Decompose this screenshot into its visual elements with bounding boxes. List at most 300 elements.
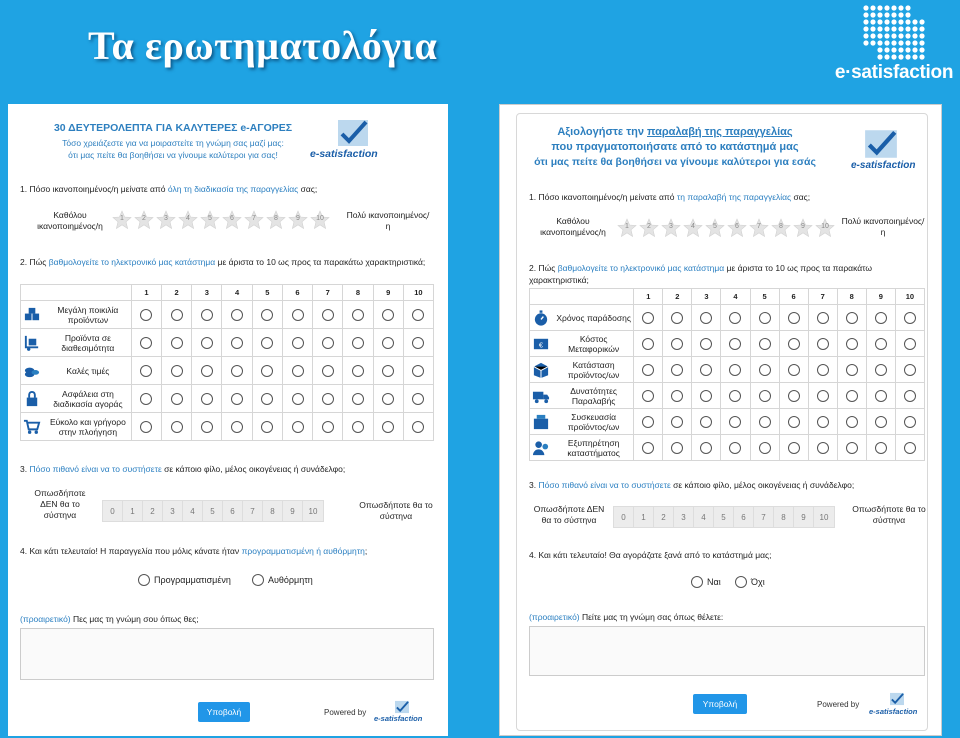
left-row-label-cell: Εύκολο και γρήγορο στην πλοήγηση xyxy=(21,413,132,441)
right-radio-row2-7[interactable] xyxy=(817,338,829,350)
right-grid-cell xyxy=(866,357,895,383)
left-radio-row5-1[interactable] xyxy=(140,421,152,433)
left-q1: 1. Πόσο ικανοποιημένος/η μείνατε από όλη τη διαδικασία της παραγγελίας σας; xyxy=(20,184,318,194)
right-grid-cell xyxy=(663,305,692,331)
right-nps-option-0[interactable]: 0 xyxy=(614,507,634,527)
right-radio-row3-2[interactable] xyxy=(671,364,683,376)
left-col-4: 4 xyxy=(222,285,252,301)
left-radio-row2-4[interactable] xyxy=(231,337,243,349)
right-grid-cell xyxy=(750,357,779,383)
right-radio-row6-8[interactable] xyxy=(846,442,858,454)
right-grid-cell xyxy=(808,331,837,357)
right-radio-row1-10[interactable] xyxy=(904,312,916,324)
right-radio-row5-4[interactable] xyxy=(729,416,741,428)
left-radio-row1-10[interactable] xyxy=(412,309,424,321)
left-star-6[interactable]: 6 xyxy=(222,210,242,230)
right-grid-cell xyxy=(837,435,866,461)
left-grid-cell xyxy=(313,413,343,441)
right-option-no[interactable]: Όχι xyxy=(735,576,765,588)
right-radio-row5-5[interactable] xyxy=(759,416,771,428)
right-nps-option-9[interactable]: 9 xyxy=(794,507,814,527)
left-radio-row4-10[interactable] xyxy=(412,393,424,405)
right-radio-row3-3[interactable] xyxy=(700,364,712,376)
right-grid-cell xyxy=(779,409,808,435)
left-radio-row3-5[interactable] xyxy=(261,365,273,377)
right-radio-row6-3[interactable] xyxy=(700,442,712,454)
right-rating-grid xyxy=(529,288,925,461)
right-radio-row5-8[interactable] xyxy=(846,416,858,428)
right-row-label-cell: Κατάσταση προϊόντος/ων xyxy=(530,357,634,383)
package-icon xyxy=(532,413,550,431)
right-comment-textarea[interactable] xyxy=(529,626,925,676)
left-nps-option-4[interactable]: 4 xyxy=(183,501,203,521)
left-grid-cell xyxy=(252,301,282,329)
right-radio-row6-10[interactable] xyxy=(904,442,916,454)
right-radio-row4-10[interactable] xyxy=(904,390,916,402)
left-col-8: 8 xyxy=(343,285,373,301)
left-grid-cell xyxy=(222,301,252,329)
right-radio-row6-5[interactable] xyxy=(759,442,771,454)
right-radio-row3-4[interactable] xyxy=(729,364,741,376)
left-radio-row4-7[interactable] xyxy=(322,393,334,405)
right-grid-cell xyxy=(721,383,750,409)
left-grid-cell xyxy=(162,301,192,329)
right-radio-row6-6[interactable] xyxy=(788,442,800,454)
left-radio-row4-4[interactable] xyxy=(231,393,243,405)
left-radio-row2-6[interactable] xyxy=(292,337,304,349)
shipping-cost-icon xyxy=(532,335,550,353)
left-grid-cell xyxy=(282,413,312,441)
radio-planned[interactable] xyxy=(138,574,150,586)
left-logo-text: e-satisfaction xyxy=(310,148,378,160)
right-star-1[interactable]: 1 xyxy=(617,218,637,238)
right-nps-option-8[interactable]: 8 xyxy=(774,507,794,527)
right-radio-row1-4[interactable] xyxy=(729,312,741,324)
powered-logo-icon xyxy=(392,700,412,714)
survey-panel-left xyxy=(8,104,448,736)
left-grid-cell xyxy=(131,413,161,441)
right-radio-row6-7[interactable] xyxy=(817,442,829,454)
left-grid-cell xyxy=(313,301,343,329)
right-grid-cell xyxy=(692,409,721,435)
left-radio-row3-6[interactable] xyxy=(292,365,304,377)
left-grid-cell xyxy=(403,301,433,329)
right-powered-logo-text: e-satisfaction xyxy=(869,707,918,716)
right-grid-cell xyxy=(866,383,895,409)
right-grid-cell xyxy=(866,409,895,435)
right-nps-option-4[interactable]: 4 xyxy=(694,507,714,527)
right-radio-row6-1[interactable] xyxy=(642,442,654,454)
left-radio-row4-8[interactable] xyxy=(352,393,364,405)
right-grid-cell xyxy=(866,305,895,331)
right-radio-row1-9[interactable] xyxy=(875,312,887,324)
left-grid-cell xyxy=(131,385,161,413)
right-grid-cell xyxy=(692,357,721,383)
left-grid-cell xyxy=(282,329,312,357)
right-row-label-cell: Συσκευασία προϊόντος/ων xyxy=(530,409,634,435)
left-nps-scale xyxy=(102,500,324,522)
right-radio-row2-8[interactable] xyxy=(846,338,858,350)
left-radio-row1-9[interactable] xyxy=(382,309,394,321)
esat-logo-icon xyxy=(863,128,899,160)
left-row-label-cell: Καλές τιμές xyxy=(21,357,132,385)
left-grid-cell xyxy=(192,329,222,357)
left-star-3[interactable]: 3 xyxy=(156,210,176,230)
left-radio-row5-8[interactable] xyxy=(352,421,364,433)
left-radio-row3-1[interactable] xyxy=(140,365,152,377)
brand-text: e·satisfaction xyxy=(834,62,954,83)
left-radio-row5-2[interactable] xyxy=(171,421,183,433)
right-radio-row4-1[interactable] xyxy=(642,390,654,402)
left-radio-row2-5[interactable] xyxy=(261,337,273,349)
left-row-label-cell: Ασφάλεια στη διαδικασία αγοράς xyxy=(21,385,132,413)
right-row-label-cell: € Κόστος Μεταφορικών xyxy=(530,331,634,357)
left-radio-row5-3[interactable] xyxy=(201,421,213,433)
left-grid-cell xyxy=(343,357,373,385)
left-radio-row5-7[interactable] xyxy=(322,421,334,433)
left-grid-cell xyxy=(373,329,403,357)
left-nps-option-7[interactable]: 7 xyxy=(243,501,263,521)
left-rating-grid xyxy=(20,284,434,441)
left-grid-row xyxy=(21,385,434,413)
left-option-planned[interactable]: Προγραμματισμένη xyxy=(138,574,231,586)
left-optional-label: (προαιρετικό) Πες μας τη γνώμη σου όπως θες; xyxy=(20,614,199,624)
right-radio-row4-5[interactable] xyxy=(759,390,771,402)
right-grid-cell xyxy=(750,435,779,461)
left-grid-cell xyxy=(252,385,282,413)
left-radio-row1-4[interactable] xyxy=(231,309,243,321)
left-radio-row4-1[interactable] xyxy=(140,393,152,405)
right-grid-header xyxy=(530,289,925,305)
left-star-10[interactable]: 10 xyxy=(310,210,330,230)
right-radio-row1-3[interactable] xyxy=(700,312,712,324)
right-col-10: 10 xyxy=(895,289,924,305)
right-radio-row6-2[interactable] xyxy=(671,442,683,454)
right-radio-row3-7[interactable] xyxy=(817,364,829,376)
right-radio-row3-6[interactable] xyxy=(788,364,800,376)
coins-icon xyxy=(23,362,41,380)
right-col-4: 4 xyxy=(721,289,750,305)
left-star-7[interactable]: 7 xyxy=(244,210,264,230)
right-grid-cell xyxy=(895,331,924,357)
left-radio-row3-7[interactable] xyxy=(322,365,334,377)
right-star-2[interactable]: 2 xyxy=(639,218,659,238)
right-grid-cell xyxy=(750,331,779,357)
left-radio-row3-3[interactable] xyxy=(201,365,213,377)
right-grid-cell xyxy=(808,435,837,461)
left-radio-row1-8[interactable] xyxy=(352,309,364,321)
left-nps-option-3[interactable]: 3 xyxy=(163,501,183,521)
left-grid-cell xyxy=(162,385,192,413)
left-radio-row5-5[interactable] xyxy=(261,421,273,433)
left-grid-cell xyxy=(131,357,161,385)
right-q1-min-label: Καθόλου ικανοποιημένος/η xyxy=(540,216,606,237)
left-col-5: 5 xyxy=(252,285,282,301)
right-star-6[interactable]: 6 xyxy=(727,218,747,238)
left-grid-cell xyxy=(282,385,312,413)
right-radio-row4-8[interactable] xyxy=(846,390,858,402)
right-radio-row5-2[interactable] xyxy=(671,416,683,428)
left-col-3: 3 xyxy=(192,285,222,301)
right-grid-cell xyxy=(808,409,837,435)
left-radio-row3-8[interactable] xyxy=(352,365,364,377)
left-radio-row4-2[interactable] xyxy=(171,393,183,405)
right-radio-row1-2[interactable] xyxy=(671,312,683,324)
left-radio-row2-8[interactable] xyxy=(352,337,364,349)
lock-icon xyxy=(23,390,41,408)
support-icon xyxy=(532,439,550,457)
right-radio-row4-2[interactable] xyxy=(671,390,683,402)
left-radio-row2-10[interactable] xyxy=(412,337,424,349)
left-q1-min-label: Καθόλου ικανοποιημένος/η xyxy=(37,210,103,231)
left-q1-max-label: Πολύ ικανοποιημένος/η xyxy=(346,210,430,231)
right-q4: 4. Και κάτι τελευταίο! Θα αγοράζατε ξανά από το κατάστημά μας; xyxy=(529,550,772,560)
right-survey-frame xyxy=(516,113,928,731)
left-radio-row1-1[interactable] xyxy=(140,309,152,321)
left-header-title: 30 ΔΕΥΤΕΡΟΛΕΠΤΑ ΓΙΑ ΚΑΛΥΤΕΡΕΣ e-ΑΓΟΡΕΣ xyxy=(53,122,293,134)
right-grid-cell xyxy=(692,331,721,357)
left-radio-row4-6[interactable] xyxy=(292,393,304,405)
right-grid-row xyxy=(530,409,925,435)
right-q3-min-label: Οπωσδήποτε ΔΕΝ θα το σύστηνα xyxy=(533,504,605,525)
left-radio-row5-4[interactable] xyxy=(231,421,243,433)
right-star-10[interactable]: 10 xyxy=(815,218,835,238)
left-grid-cell xyxy=(403,385,433,413)
left-radio-row1-5[interactable] xyxy=(261,309,273,321)
right-nps-option-10[interactable]: 10 xyxy=(819,512,829,522)
right-col-6: 6 xyxy=(779,289,808,305)
right-q3-max-label: Οπωσδήποτε θα το σύστηνα xyxy=(852,504,926,525)
right-grid-cell xyxy=(634,305,663,331)
left-grid-cell xyxy=(403,357,433,385)
left-grid-row xyxy=(21,413,434,441)
right-radio-row4-3[interactable] xyxy=(700,390,712,402)
left-grid-cell xyxy=(192,413,222,441)
right-radio-row5-10[interactable] xyxy=(904,416,916,428)
left-nps-option-1[interactable]: 1 xyxy=(123,501,143,521)
left-nps-option-6[interactable]: 6 xyxy=(223,501,243,521)
left-grid-row xyxy=(21,301,434,329)
left-grid-cell xyxy=(282,357,312,385)
right-grid-cell xyxy=(721,357,750,383)
left-col-1: 1 xyxy=(131,285,161,301)
right-grid-cell xyxy=(808,357,837,383)
right-grid-cell xyxy=(895,435,924,461)
right-radio-row2-5[interactable] xyxy=(759,338,771,350)
left-radio-row1-3[interactable] xyxy=(201,309,213,321)
left-radio-row3-10[interactable] xyxy=(412,365,424,377)
right-radio-row2-1[interactable] xyxy=(642,338,654,350)
right-radio-row5-3[interactable] xyxy=(700,416,712,428)
right-radio-row3-9[interactable] xyxy=(875,364,887,376)
left-grid-cell xyxy=(403,329,433,357)
left-star-2[interactable]: 2 xyxy=(134,210,154,230)
right-nps-option-6[interactable]: 6 xyxy=(734,507,754,527)
right-col-1: 1 xyxy=(634,289,663,305)
right-radio-row5-1[interactable] xyxy=(642,416,654,428)
right-radio-row4-7[interactable] xyxy=(817,390,829,402)
left-radio-row2-9[interactable] xyxy=(382,337,394,349)
brand-logo xyxy=(828,4,960,84)
right-grid-cell xyxy=(663,331,692,357)
right-submit-button[interactable]: Υποβολή xyxy=(693,694,747,714)
right-star-9[interactable]: 9 xyxy=(793,218,813,238)
right-radio-row1-8[interactable] xyxy=(846,312,858,324)
left-star-4[interactable]: 4 xyxy=(178,210,198,230)
right-radio-row4-6[interactable] xyxy=(788,390,800,402)
left-radio-row5-10[interactable] xyxy=(412,421,424,433)
right-nps-option-1[interactable]: 1 xyxy=(634,507,654,527)
left-grid-cell xyxy=(343,301,373,329)
right-grid-cell xyxy=(895,357,924,383)
right-col-3: 3 xyxy=(692,289,721,305)
right-radio-row4-9[interactable] xyxy=(875,390,887,402)
radio-spontaneous[interactable] xyxy=(252,574,264,586)
left-grid-row xyxy=(21,329,434,357)
left-radio-row5-6[interactable] xyxy=(292,421,304,433)
right-radio-row2-4[interactable] xyxy=(729,338,741,350)
right-star-8[interactable]: 8 xyxy=(771,218,791,238)
left-nps-option-9[interactable]: 9 xyxy=(283,501,303,521)
right-radio-row3-5[interactable] xyxy=(759,364,771,376)
right-grid-cell xyxy=(837,357,866,383)
right-star-3[interactable]: 3 xyxy=(661,218,681,238)
left-grid-cell xyxy=(282,301,312,329)
right-grid-cell xyxy=(779,331,808,357)
left-radio-row1-7[interactable] xyxy=(322,309,334,321)
survey-panel-right xyxy=(499,104,942,736)
right-q3: 3. Πόσο πιθανό είναι να το συστήσετε σε κάποιο φίλο, μέλος οικογένειας ή συνάδελφο; xyxy=(529,480,855,490)
right-radio-row1-1[interactable] xyxy=(642,312,654,324)
left-star-5[interactable]: 5 xyxy=(200,210,220,230)
left-grid-cell xyxy=(252,357,282,385)
left-radio-row3-4[interactable] xyxy=(231,365,243,377)
left-radio-row2-2[interactable] xyxy=(171,337,183,349)
left-q2: 2. Πώς βαθμολογείτε το ηλεκτρονικό μας κατάστημα με άριστα το 10 ως προς τα παρακάτω χαρακτηριστικά; xyxy=(20,257,426,267)
left-header-sub2: ότι μας πείτε θα βοηθήσει να γίνουμε καλύτεροι για σας! xyxy=(68,150,278,160)
right-radio-row1-5[interactable] xyxy=(759,312,771,324)
left-option-spontaneous[interactable]: Αυθόρμητη xyxy=(252,574,313,586)
stopwatch-icon xyxy=(532,309,550,327)
right-grid-cell xyxy=(663,409,692,435)
right-grid-cell xyxy=(750,383,779,409)
right-nps-scale xyxy=(613,506,835,528)
left-grid-cell xyxy=(192,385,222,413)
left-q4: 4. Και κάτι τελευταίο! Η παραγγελία που μόλις κάνατε ήταν προγραμματισμένη ή αυθόρμητη; xyxy=(20,546,368,556)
left-radio-row1-2[interactable] xyxy=(171,309,183,321)
left-star-9[interactable]: 9 xyxy=(288,210,308,230)
right-grid-cell xyxy=(750,409,779,435)
left-grid-cell xyxy=(222,357,252,385)
right-nps-option-7[interactable]: 7 xyxy=(754,507,774,527)
left-radio-row5-9[interactable] xyxy=(382,421,394,433)
left-submit-button[interactable]: Υποβολή xyxy=(198,702,250,722)
left-nps-option-5[interactable]: 5 xyxy=(203,501,223,521)
left-nps-option-2[interactable]: 2 xyxy=(143,501,163,521)
right-radio-row3-1[interactable] xyxy=(642,364,654,376)
right-star-5[interactable]: 5 xyxy=(705,218,725,238)
left-nps-option-10[interactable]: 10 xyxy=(308,506,318,516)
right-q1-max-label: Πολύ ικανοποιημένος/η xyxy=(841,216,925,237)
right-radio-row2-10[interactable] xyxy=(904,338,916,350)
left-radio-row4-9[interactable] xyxy=(382,393,394,405)
right-grid-cell xyxy=(721,331,750,357)
right-grid-cell xyxy=(692,435,721,461)
right-grid-cell xyxy=(721,305,750,331)
left-grid-cell xyxy=(252,413,282,441)
right-grid-cell xyxy=(721,409,750,435)
right-nps-option-3[interactable]: 3 xyxy=(674,507,694,527)
left-star-1[interactable]: 1 xyxy=(112,210,132,230)
right-grid-cell xyxy=(779,357,808,383)
left-radio-row4-3[interactable] xyxy=(201,393,213,405)
right-grid-cell xyxy=(750,305,779,331)
right-grid-row xyxy=(530,383,925,409)
right-grid-row xyxy=(530,331,925,357)
left-radio-row3-9[interactable] xyxy=(382,365,394,377)
right-radio-row5-9[interactable] xyxy=(875,416,887,428)
left-star-8[interactable]: 8 xyxy=(266,210,286,230)
right-grid-cell xyxy=(895,383,924,409)
radio-no[interactable] xyxy=(735,576,747,588)
right-radio-row2-2[interactable] xyxy=(671,338,683,350)
right-radio-row2-3[interactable] xyxy=(700,338,712,350)
right-radio-row6-9[interactable] xyxy=(875,442,887,454)
right-star-4[interactable]: 4 xyxy=(683,218,703,238)
right-row-label-cell: Δυνατότητες Παραλαβής xyxy=(530,383,634,409)
right-grid-cell xyxy=(663,435,692,461)
right-radio-row3-8[interactable] xyxy=(846,364,858,376)
right-radio-row1-6[interactable] xyxy=(788,312,800,324)
left-nps-option-8[interactable]: 8 xyxy=(263,501,283,521)
right-col-7: 7 xyxy=(808,289,837,305)
left-radio-row1-6[interactable] xyxy=(292,309,304,321)
right-grid-cell xyxy=(779,305,808,331)
trolley-icon xyxy=(23,334,41,352)
right-star-7[interactable]: 7 xyxy=(749,218,769,238)
right-grid-row xyxy=(530,435,925,461)
left-nps-option-0[interactable]: 0 xyxy=(103,501,123,521)
right-radio-row2-9[interactable] xyxy=(875,338,887,350)
right-grid-cell xyxy=(692,383,721,409)
right-radio-row1-7[interactable] xyxy=(817,312,829,324)
right-option-yes[interactable]: Ναι xyxy=(691,576,721,588)
left-comment-textarea[interactable] xyxy=(20,628,434,680)
cart-icon xyxy=(23,418,41,436)
left-radio-row2-7[interactable] xyxy=(322,337,334,349)
left-radio-row3-2[interactable] xyxy=(171,365,183,377)
right-radio-row3-10[interactable] xyxy=(904,364,916,376)
right-radio-row4-4[interactable] xyxy=(729,390,741,402)
left-grid-cell xyxy=(313,329,343,357)
right-nps-option-2[interactable]: 2 xyxy=(654,507,674,527)
right-radio-row5-6[interactable] xyxy=(788,416,800,428)
radio-yes[interactable] xyxy=(691,576,703,588)
left-radio-row2-3[interactable] xyxy=(201,337,213,349)
left-grid-cell xyxy=(403,413,433,441)
left-col-6: 6 xyxy=(282,285,312,301)
right-nps-option-5[interactable]: 5 xyxy=(714,507,734,527)
right-grid-cell xyxy=(663,383,692,409)
right-radio-row5-7[interactable] xyxy=(817,416,829,428)
left-grid-cell xyxy=(222,385,252,413)
left-row-label-cell: Προϊόντα σε διαθεσιμότητα xyxy=(21,329,132,357)
right-radio-row2-6[interactable] xyxy=(788,338,800,350)
left-radio-row4-5[interactable] xyxy=(261,393,273,405)
right-radio-row6-4[interactable] xyxy=(729,442,741,454)
left-radio-row2-1[interactable] xyxy=(140,337,152,349)
right-row-label-cell: Εξυπηρέτηση καταστήματος xyxy=(530,435,634,461)
